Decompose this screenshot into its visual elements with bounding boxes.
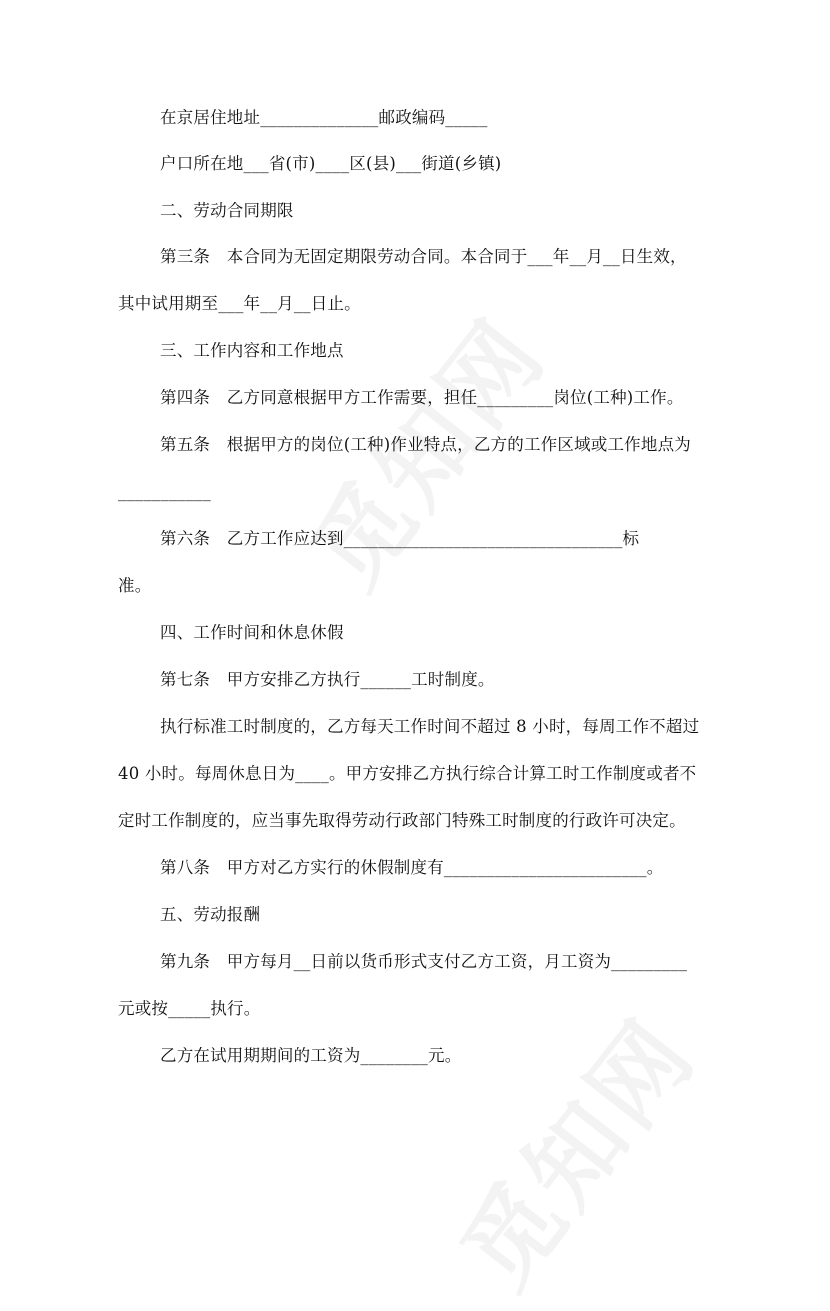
hours-paragraph-line-3: 定时工作制度的，应当事先取得劳动行政部门特殊工时制度的行政许可决定。 (118, 811, 686, 830)
article-6-line-1: 第六条 乙方工作应达到_________________________________标 (160, 529, 640, 548)
article-3-line-2: 其中试用期至___年__月__日止。 (118, 294, 361, 313)
article-9-line-2: 元或按_____执行。 (118, 999, 261, 1018)
article-3-line-1: 第三条 本合同为无固定期限劳动合同。本合同于___年__月__日生效， (160, 247, 687, 266)
article-6-line-2: 准。 (118, 576, 152, 595)
section-heading-remuneration: 五、劳动报酬 (160, 905, 261, 924)
hours-paragraph-line-1: 执行标准工时制度的，乙方每天工作时间不超过 8 小时，每周工作不超过 (160, 717, 700, 736)
hours-paragraph-line-2: 40 小时。每周休息日为____。甲方安排乙方执行综合计算工时工作制度或者不 (118, 764, 697, 783)
section-heading-work-content: 三、工作内容和工作地点 (160, 341, 344, 360)
article-4: 第四条 乙方同意根据甲方工作需要，担任_________岗位(工种)工作。 (160, 388, 684, 407)
household-registration-line: 户口所在地___省(市)____区(县)___街道(乡镇) (160, 154, 502, 173)
residence-address-line: 在京居住地址______________邮政编码_____ (160, 108, 488, 127)
article-8: 第八条 甲方对乙方实行的休假制度有________________________。 (160, 858, 664, 877)
article-5-line-2: ___________ (118, 482, 211, 501)
section-heading-working-hours: 四、工作时间和休息休假 (160, 623, 344, 642)
article-9-line-1: 第九条 甲方每月__日前以货币形式支付乙方工资，月工资为_________ (160, 952, 688, 971)
article-5-line-1: 第五条 根据甲方的岗位(工种)作业特点，乙方的工作区域或工作地点为 (160, 435, 691, 454)
article-7: 第七条 甲方安排乙方执行______工时制度。 (160, 670, 495, 689)
probation-salary-line: 乙方在试用期期间的工资为________元。 (160, 1046, 462, 1065)
watermark (425, 986, 721, 1311)
section-heading-contract-term: 二、劳动合同期限 (160, 201, 294, 220)
